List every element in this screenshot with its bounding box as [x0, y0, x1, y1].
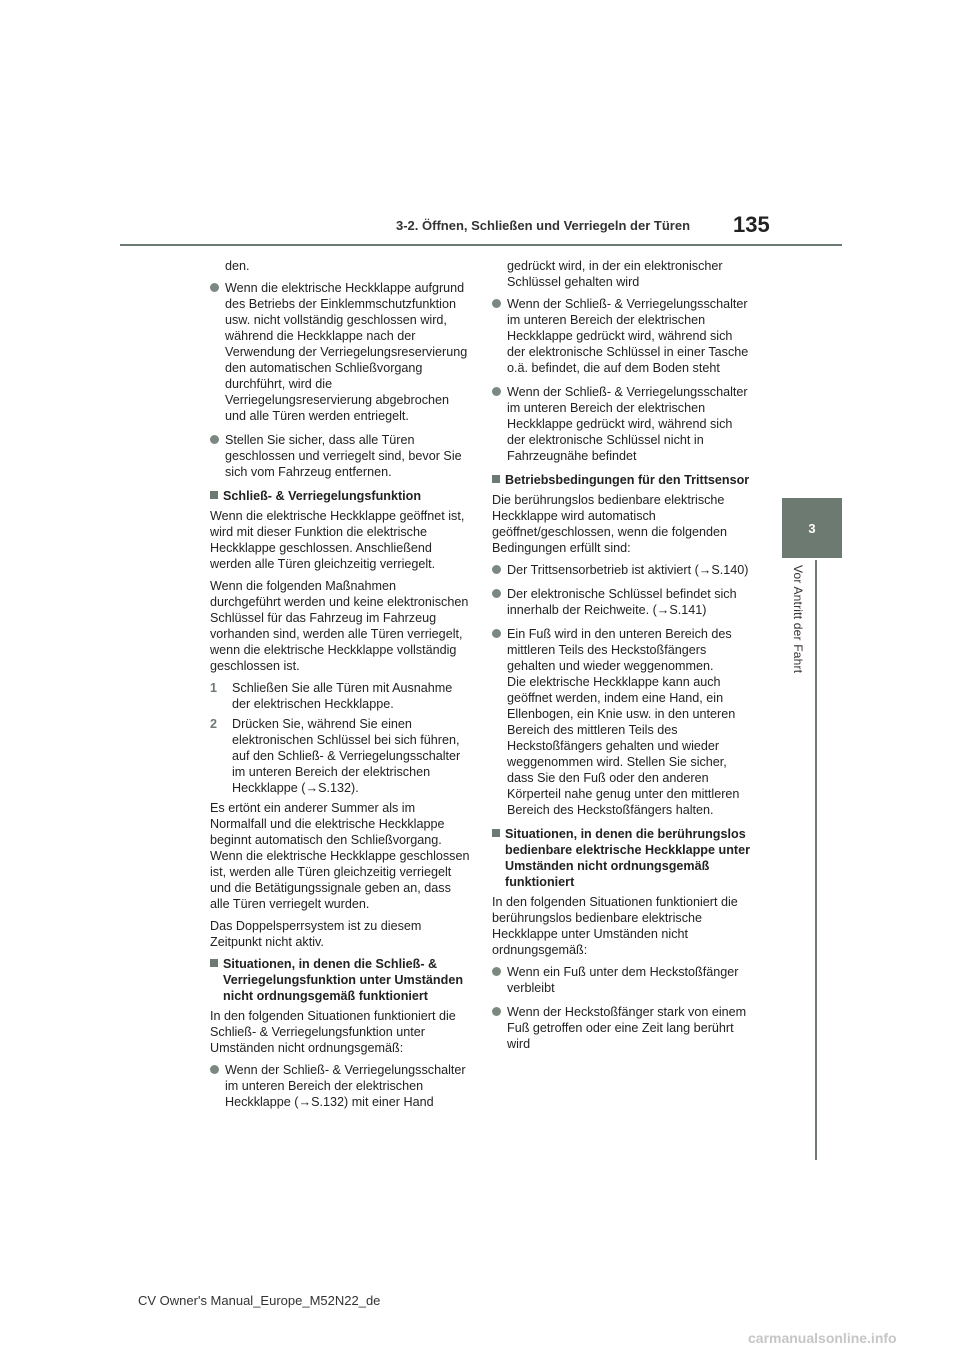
- right-column: [492, 258, 752, 1060]
- bullet-item: [210, 1062, 470, 1110]
- page-number: 135: [733, 212, 770, 237]
- subheading: [492, 472, 752, 488]
- bullet-dot-icon: [492, 629, 501, 638]
- bullet-text: Stellen Sie sicher, dass alle Türen geschlossen und verriegelt sind, bevor Sie sich vom Fahrzeug entfernen.: [225, 433, 462, 479]
- subheading-text: Betriebsbedingungen für den Trittsensor: [505, 473, 750, 487]
- bullet-item: [492, 384, 752, 464]
- bullet-text: Wenn der Schließ- & Verriegelungsschalter im unteren Bereich der elektrischen Heckklappe gedrückt wird, während sich der elektronische Schlüssel nicht in Fahrzeugnähe befindet: [507, 385, 748, 463]
- bullet-item: [492, 1004, 752, 1052]
- watermark[interactable]: carmanualsonline.info: [748, 1330, 897, 1346]
- bullet-text: Ein Fuß wird in den unteren Bereich des mittleren Teils des Heckstoßfängers gehalten und wieder weggenommen.: [507, 627, 732, 673]
- bullet-item: [210, 280, 470, 424]
- bullet-item: [210, 432, 470, 480]
- bullet-dot-icon: [210, 1065, 219, 1074]
- step-text: Schließen Sie alle Türen mit Ausnahme der elektrischen Heckklappe.: [232, 681, 453, 711]
- header-divider: [120, 244, 842, 246]
- paragraph: Wenn die elektrische Heckklappe geöffnet ist, wird mit dieser Funktion die elektrische Heckklappe geschlossen. Anschließend werden alle Türen gleichzeitig verriegelt.: [210, 509, 465, 571]
- bullet-dot-icon: [492, 387, 501, 396]
- step-item: [210, 680, 470, 712]
- paragraph: Es ertönt ein anderer Summer als im Normalfall und die elektrische Heckklappe beginnt automatisch den Schließvorgang. Wenn die elektrische Heckklappe geschlossen ist, werden alle Türen gleichzeitig verriegelt und die Betätigungssignale geben an, dass alle Türen verriegelt wurden.: [210, 801, 470, 911]
- left-column: [210, 258, 470, 1118]
- bullet-text: Wenn ein Fuß unter dem Heckstoßfänger verbleibt: [507, 965, 739, 995]
- chapter-tab: [782, 498, 842, 558]
- bullet-dot-icon: [210, 435, 219, 444]
- paragraph: In den folgenden Situationen funktioniert die Schließ- & Verriegelungsfunktion unter Umständen nicht ordnungsgemäß:: [210, 1009, 456, 1055]
- bullet-text: Wenn die elektrische Heckklappe aufgrund des Betriebs der Einklemmschutzfunktion usw. nicht vollständig geschlossen wird, während die Heckklappe nach der Verwendung der Verriegelungsreservierung den automatischen Schließvorgang durchführt, wird die Verriegelungsreservierung abgebrochen und alle Türen werden entriegelt.: [225, 281, 468, 423]
- step-number: 2: [210, 717, 218, 731]
- square-bullet-icon: [210, 959, 218, 967]
- subheading: [210, 488, 470, 504]
- bullet-text: Wenn der Heckstoßfänger stark von einem Fuß getroffen oder eine Zeit lang berührt wird: [507, 1005, 747, 1051]
- square-bullet-icon: [492, 475, 500, 483]
- bullet-item: [492, 964, 752, 996]
- bullet-dot-icon: [492, 967, 501, 976]
- square-bullet-icon: [492, 829, 500, 837]
- bullet-dot-icon: [492, 565, 501, 574]
- bullet-dot-icon: [492, 1007, 501, 1016]
- step-text: Drücken Sie, während Sie einen elektronischen Schlüssel bei sich führen, auf den Schließ- & Verriegelungsschalter im unteren Bereich der elektrischen Heckklappe (→S.132).: [232, 717, 461, 795]
- subheading-text: Situationen, in denen die berührungslos bedienbare elektrische Heckklappe unter Umständen nicht ordnungsgemäß funktioniert: [505, 827, 750, 889]
- subheading-text: Situationen, in denen die Schließ- & Verriegelungsfunktion unter Umständen nicht ordnungsgemäß funktioniert: [223, 957, 464, 1003]
- section-title: 3-2. Öffnen, Schließen und Verriegeln der Türen: [396, 218, 691, 233]
- bullet-dot-icon: [492, 589, 501, 598]
- bullet-dot-icon: [492, 299, 501, 308]
- subheading: [492, 826, 752, 890]
- chapter-number: 3: [808, 520, 816, 536]
- side-divider: [815, 560, 817, 1160]
- bullet-item: [492, 586, 752, 618]
- bullet-text: Wenn der Schließ- & Verriegelungsschalter im unteren Bereich der elektrischen Heckklappe gedrückt wird, während sich der elektronische Schlüssel in einer Tasche o.ä. befindet, die auf dem Boden steht: [507, 297, 749, 375]
- footer-manual-name: CV Owner's Manual_Europe_M52N22_de: [138, 1293, 381, 1308]
- bullet-continuation: Die elektrische Heckklappe kann auch geöffnet werden, indem eine Hand, ein Ellenbogen, ein Knie usw. in den unteren Bereich des mittleren Teils des Heckstoßfängers gehalten und wieder weggenommen wird. Stellen Sie sicher, dass Sie den Fuß oder den anderen Körperteil nahe genug unter den mittleren Bereich des Heckstoßfängers halten.: [507, 675, 740, 817]
- bullet-item: [492, 626, 752, 818]
- chapter-title: Vor Antritt der Fahrt: [791, 565, 805, 674]
- paragraph: Das Doppelsperrsystem ist zu diesem Zeitpunkt nicht aktiv.: [210, 919, 422, 949]
- subheading-text: Schließ- & Verriegelungsfunktion: [223, 489, 422, 503]
- continuation-text: gedrückt wird, in der ein elektronischer Schlüssel gehalten wird: [507, 259, 723, 289]
- paragraph: Wenn die folgenden Maßnahmen durchgeführt werden und keine elektronischen Schlüssel für das Fahrzeug im Fahrzeug vorhanden sind, werden alle Türen verriegelt, wenn die elektrische Heckklappe vollständig geschlossen ist.: [210, 579, 469, 673]
- step-item: [210, 716, 470, 796]
- bullet-item: [492, 296, 752, 376]
- paragraph: In den folgenden Situationen funktioniert die berührungslos bedienbare elektrische Heckklappe unter Umständen nicht ordnungsgemäß:: [492, 895, 738, 957]
- bullet-text: Der Trittsensorbetrieb ist aktiviert (→S.140): [507, 563, 749, 577]
- bullet-text: Wenn der Schließ- & Verriegelungsschalter im unteren Bereich der elektrischen Heckklappe (→S.132) mit einer Hand: [225, 1063, 466, 1109]
- step-number: 1: [210, 681, 218, 695]
- bullet-text: Der elektronische Schlüssel befindet sich innerhalb der Reichweite. (→S.141): [507, 587, 737, 617]
- square-bullet-icon: [210, 491, 218, 499]
- bullet-item: [492, 562, 752, 578]
- subheading: [210, 956, 470, 1004]
- paragraph: Die berührungslos bedienbare elektrische Heckklappe wird automatisch geöffnet/geschlossen, wenn die folgenden Bedingungen erfüllt sind:: [492, 493, 728, 555]
- continuation-text: den.: [225, 259, 250, 273]
- bullet-dot-icon: [210, 283, 219, 292]
